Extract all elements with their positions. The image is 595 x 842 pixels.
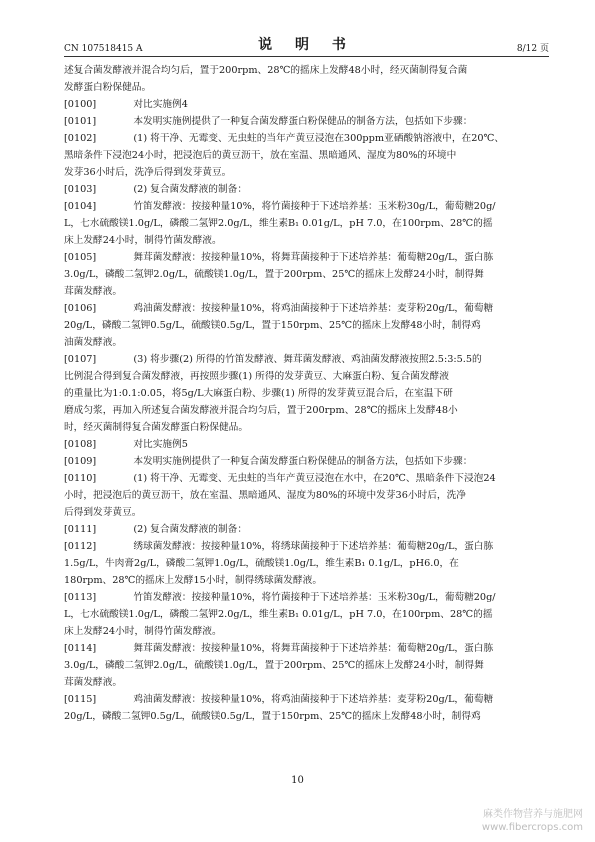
text-line: L，七水硫酸镁1.0g/L，磷酸二氢钾2.0g/L，维生素B₁ 0.01g/L，pH 7.0，在100rpm、28℃的摇 — [64, 609, 493, 620]
document-body — [64, 62, 549, 725]
text-line: 比例混合得到复合菌发酵液，再按照步骤(1) 所得的发芽黄豆、大麻蛋白粉、复合菌发酵液 — [64, 371, 449, 382]
paragraph — [64, 351, 549, 436]
text-line: 对比实施例4 — [114, 99, 188, 110]
text-line: 述复合菌发酵液并混合均匀后，置于200rpm、28℃的摇床上发酵48小时，经灭菌制得复合菌 — [64, 65, 468, 76]
text-line: (1) 将干净、无霉变、无虫蛀的当年产黄豆浸泡在300ppm亚硒酸钠溶液中，在20℃、 — [114, 133, 505, 144]
paragraph — [64, 470, 549, 521]
paragraph-number: [0107] — [64, 354, 97, 365]
watermark-url: www.fibercrops.com — [481, 822, 583, 833]
paragraph — [64, 181, 549, 198]
text-line: 时，经灭菌制得复合菌发酵蛋白粉保健品。 — [64, 422, 249, 433]
text-line: 后得到发芽黄豆。 — [64, 507, 142, 518]
paragraph — [64, 198, 549, 249]
paragraph-number: [0105] — [64, 252, 97, 263]
watermark-site-name: 麻类作物营养与施肥网 — [483, 809, 583, 820]
paragraph-number: [0100] — [64, 99, 97, 110]
text-line: 本发明实施例提供了一种复合菌发酵蛋白粉保健品的制备方法，包括如下步骤： — [114, 456, 473, 467]
text-line: 黑暗条件下浸泡24小时，把浸泡后的黄豆沥干，放在室温、黑暗通风、湿度为80%的环境中 — [64, 150, 457, 161]
paragraph-number: [0114] — [64, 643, 97, 654]
paragraph-text — [114, 96, 549, 113]
page-indicator: 8/12 页 — [516, 44, 549, 54]
text-line: 茸菌发酵液。 — [64, 677, 123, 688]
text-line: 舞茸菌发酵液：按接种量10%，将舞茸菌接种于下述培养基：葡萄糖20g/L，蛋白胨 — [114, 643, 494, 654]
text-line: 对比实施例5 — [114, 439, 188, 450]
paragraph-text — [114, 436, 549, 453]
paragraph-number: [0111] — [64, 524, 97, 535]
text-line: 磨成匀浆，再加入所述复合菌发酵液并混合均匀后，置于200rpm、28℃的摇床上发酵48小 — [64, 405, 458, 416]
paragraph-number: [0109] — [64, 456, 97, 467]
paragraph — [64, 589, 549, 640]
paragraph-number: [0113] — [64, 592, 97, 603]
lead-paragraph — [64, 62, 549, 96]
paragraph — [64, 300, 549, 351]
text-line: (3) 将步骤(2) 所得的竹笛发酵液、舞茸菌发酵液、鸡油菌发酵液按照2.5:3:5.5的 — [114, 354, 482, 365]
text-line: 180rpm、28℃的摇床上发酵15小时，制得绣球菌发酵液。 — [64, 575, 323, 586]
text-line: 3.0g/L，磷酸二氢钾2.0g/L，硫酸镁1.0g/L，置于200rpm、25℃的摇床上发酵24小时，制得舞 — [64, 269, 484, 280]
text-line: 发芽36小时后，洗净后得到发芽黄豆。 — [64, 167, 232, 178]
text-line: 20g/L，磷酸二氢钾0.5g/L，硫酸镁0.5g/L，置于150rpm、25℃的摇床上发酵48小时，制得鸡 — [64, 320, 481, 331]
paragraph — [64, 249, 549, 300]
text-line: 小时，把浸泡后的黄豆沥干，放在室温、黑暗通风、湿度为80%的环境中发芽36小时后，洗净 — [64, 490, 466, 501]
paragraph — [64, 521, 549, 538]
text-line: 油菌发酵液。 — [64, 337, 123, 348]
paragraph-number: [0106] — [64, 303, 97, 314]
paragraph-text — [114, 521, 549, 538]
paragraph-text — [114, 453, 549, 470]
paragraph-number: [0102] — [64, 133, 97, 144]
paragraph — [64, 691, 549, 725]
paragraph-text — [114, 181, 549, 198]
paragraph — [64, 538, 549, 589]
page-header — [64, 34, 549, 57]
text-line: 绣球菌发酵液：按接种量10%，将绣球菌接种于下述培养基：葡萄糖20g/L，蛋白胨 — [114, 541, 494, 552]
paragraph-number: [0112] — [64, 541, 97, 552]
text-line: (2) 复合菌发酵液的制备： — [114, 184, 248, 195]
paragraph — [64, 453, 549, 470]
paragraph-number: [0103] — [64, 184, 97, 195]
text-line: 的重量比为1:0.1:0.05，将5g/L大麻蛋白粉、步骤(1) 所得的发芽黄豆混合后，在室温下研 — [64, 388, 453, 399]
page-number: 10 — [291, 775, 304, 786]
paragraph — [64, 113, 549, 130]
paragraph — [64, 640, 549, 691]
text-line: 茸菌发酵液。 — [64, 286, 123, 297]
text-line: 1.5g/L，牛肉膏2g/L，磷酸二氢钾1.0g/L，硫酸镁1.0g/L，维生素B₁ 0.1g/L，pH6.0，在 — [64, 558, 459, 569]
text-line: 本发明实施例提供了一种复合菌发酵蛋白粉保健品的制备方法，包括如下步骤： — [114, 116, 473, 127]
text-line: (1) 将干净、无霉变、无虫蛀的当年产黄豆浸泡在水中，在20℃、黑暗条件下浸泡24 — [114, 473, 496, 484]
paragraph-number: [0115] — [64, 694, 97, 705]
text-line: 竹笛发酵液：按接种量10%，将竹菌接种于下述培养基：玉米粉30g/L，葡萄糖20g/ — [114, 592, 496, 603]
text-line: L，七水硫酸镁1.0g/L，磷酸二氢钾2.0g/L，维生素B₁ 0.01g/L，pH 7.0，在100rpm、28℃的摇 — [64, 218, 493, 229]
text-line: 鸡油菌发酵液：按接种量10%，将鸡油菌接种于下述培养基：麦芽粉20g/L，葡萄糖 — [114, 303, 494, 314]
paragraph — [64, 130, 549, 181]
text-line: 舞茸菌发酵液：按接种量10%，将舞茸菌接种于下述培养基：葡萄糖20g/L，蛋白胨 — [114, 252, 494, 263]
text-line: 3.0g/L，磷酸二氢钾2.0g/L，硫酸镁1.0g/L，置于200rpm、25℃的摇床上发酵24小时，制得舞 — [64, 660, 484, 671]
text-line: 鸡油菌发酵液：按接种量10%，将鸡油菌接种于下述培养基：麦芽粉20g/L，葡萄糖 — [114, 694, 494, 705]
patent-number: CN 107518415 A — [64, 44, 143, 54]
document-title: 说 明 书 — [258, 37, 355, 53]
paragraph-number: [0108] — [64, 439, 97, 450]
watermark — [482, 808, 583, 834]
text-line: 竹笛发酵液：按接种量10%，将竹菌接种于下述培养基：玉米粉30g/L，葡萄糖20g/ — [114, 201, 496, 212]
text-line: 20g/L，磷酸二氢钾0.5g/L，硫酸镁0.5g/L，置于150rpm、25℃的摇床上发酵48小时，制得鸡 — [64, 711, 481, 722]
text-line: (2) 复合菌发酵液的制备： — [114, 524, 248, 535]
text-line: 发酵蛋白粉保健品。 — [64, 82, 152, 93]
paragraph-number: [0110] — [64, 473, 97, 484]
text-line: 床上发酵24小时，制得竹菌发酵液。 — [64, 235, 222, 246]
paragraph-number: [0101] — [64, 116, 97, 127]
paragraph-number: [0104] — [64, 201, 97, 212]
paragraph-text — [114, 113, 549, 130]
text-line: 床上发酵24小时，制得竹菌发酵液。 — [64, 626, 222, 637]
paragraph — [64, 436, 549, 453]
paragraph — [64, 96, 549, 113]
